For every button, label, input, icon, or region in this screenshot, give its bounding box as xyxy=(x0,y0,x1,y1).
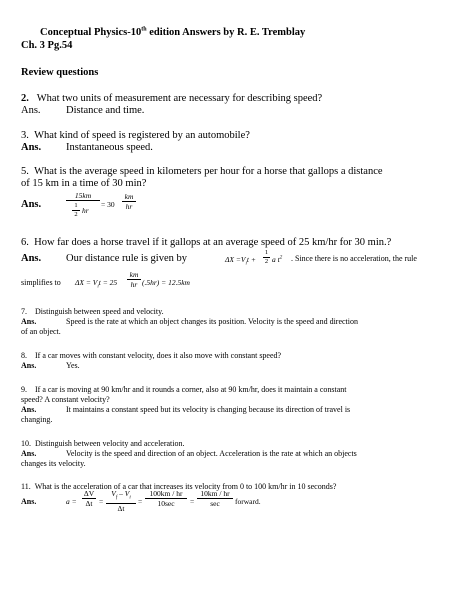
question-text-line-2: speed? A constant velocity? xyxy=(21,395,110,404)
accel-equals-2: = xyxy=(138,497,143,506)
answer-label: Ans. xyxy=(21,142,42,153)
answer-label: Ans. xyxy=(21,361,37,370)
title-rest: edition Answers by R. E. Tremblay xyxy=(146,27,306,38)
document-title xyxy=(40,27,305,39)
question-number: 8. xyxy=(21,351,27,360)
question-text: Distinguish between speed and velocity. xyxy=(35,307,164,316)
f4-denominator: sec xyxy=(210,499,220,508)
eq2-numerator: km xyxy=(129,270,139,279)
question-7 xyxy=(21,307,164,317)
speed-equals: = 30 xyxy=(101,200,115,209)
half-den: 2 xyxy=(74,211,78,218)
rule-subscript: i xyxy=(245,261,247,267)
fraction-numerator: 15km xyxy=(74,191,92,200)
accel-fraction-2 xyxy=(106,489,136,513)
answer-text: Our distance rule is given by xyxy=(66,253,188,264)
half-num: 1 xyxy=(74,202,78,209)
question-text: If a car moves with constant velocity, does it also move with constant speed? xyxy=(35,351,282,360)
answer-text-line-2: of an object. xyxy=(21,327,61,336)
question-number: 3. xyxy=(21,130,29,141)
half-hour xyxy=(72,202,80,219)
answer-text: It maintains a constant speed but its velocity is changing because its direction of travel is xyxy=(66,405,351,414)
answer-text: Distance and time. xyxy=(66,105,145,116)
question-number: 7. xyxy=(21,307,27,316)
question-8 xyxy=(21,351,281,361)
rule-t: t + xyxy=(246,255,256,264)
answer-text-line-2: changes its velocity. xyxy=(21,459,86,468)
question-number: 5. xyxy=(21,166,29,177)
accel-equals-1: = xyxy=(99,497,104,506)
f4-numerator: 10km / hr xyxy=(200,489,230,498)
simplified-equation xyxy=(75,278,117,292)
question-text: How far does a horse travel if it gallops at an average speed of 25 km/hr for 30 min.? xyxy=(34,237,392,248)
question-number: 9. xyxy=(21,385,27,394)
question-number: 11. xyxy=(21,482,31,491)
speed-fraction xyxy=(66,191,100,223)
question-number: 10. xyxy=(21,439,31,448)
accel-direction: forward. xyxy=(235,497,261,506)
answer-text-line-2: changing. xyxy=(21,415,53,424)
f2-minus: – V xyxy=(117,489,130,498)
question-text: What is the acceleration of a car that increases its velocity from 0 to 100 km/hr in 10 seconds? xyxy=(34,482,337,491)
unit-numerator: km xyxy=(124,192,134,201)
chapter-label: Ch. 3 Pg.54 xyxy=(21,40,73,51)
accel-a: a = xyxy=(66,497,77,506)
answer-text: Instantaneous speed. xyxy=(66,142,153,153)
f3-denominator: 10sec xyxy=(157,499,175,508)
answer-label: Ans. xyxy=(21,497,37,506)
question-10 xyxy=(21,439,185,449)
title-superscript: th xyxy=(141,26,147,33)
question-2 xyxy=(21,93,322,105)
eq2-denominator: hr xyxy=(130,280,138,289)
answer-label: Ans. xyxy=(21,449,37,458)
f2-denominator: Δt xyxy=(117,503,125,513)
f3-numerator: 100km / hr xyxy=(149,489,183,498)
title-main: Conceptual Physics-10 xyxy=(40,27,142,38)
answer-text: Yes. xyxy=(66,361,80,370)
answer-text: Velocity is the speed and direction of an object. Acceleration is the rate at which an objects xyxy=(66,449,357,458)
question-number: 2. xyxy=(21,93,29,104)
answer-text: Speed is the rate at which an object changes its position. Velocity is the speed and direction xyxy=(66,317,358,326)
question-5 xyxy=(21,166,383,178)
fraction-denominator xyxy=(66,201,100,223)
speed-unit-fraction xyxy=(122,192,136,211)
rule-square: 2 xyxy=(279,255,283,261)
accel-fraction-3 xyxy=(145,489,187,508)
answer-label: Ans. xyxy=(21,317,37,326)
eq2-end: (.5hr) = 12.5km xyxy=(142,278,190,287)
hour-unit: hr xyxy=(82,206,89,215)
answer-label: Ans. xyxy=(21,405,37,414)
f2-numerator xyxy=(106,489,136,503)
rule-at: a t xyxy=(272,255,280,264)
f2-vf: V xyxy=(111,489,116,498)
question-3 xyxy=(21,130,250,142)
eq2-left: ΔX = V xyxy=(75,278,98,287)
question-text: Distinguish between velocity and acceleration. xyxy=(35,439,185,448)
accel-fraction-4 xyxy=(197,489,233,508)
f1-numerator: ΔV xyxy=(83,489,95,498)
eq2-subscript: i xyxy=(97,284,99,290)
f1-denominator: Δt xyxy=(85,499,93,508)
question-text: What is the average speed in kilometers per hour for a horse that gallops a distance xyxy=(34,166,383,177)
question-text: If a car is moving at 90 km/hr and it rounds a corner, also at 90 km/hr, does it maintain a constant xyxy=(35,385,347,394)
half-denominator: 2 xyxy=(264,258,269,265)
half-numerator: 1 xyxy=(264,249,269,256)
question-text: What two units of measurement are necessary for describing speed? xyxy=(36,93,323,104)
distance-rule-equation xyxy=(225,255,256,269)
rule-part: ΔX =V xyxy=(225,255,246,264)
answer-label: Ans. xyxy=(21,105,41,116)
f2-sub-i: i xyxy=(129,495,131,501)
answer-label: Ans. xyxy=(21,253,42,264)
answer-label: Ans. xyxy=(21,199,42,210)
f2-sub-f: f xyxy=(115,495,118,501)
question-text-line-2: of 15 km in a time of 30 min? xyxy=(21,178,147,189)
accel-fraction-1 xyxy=(82,489,96,508)
rule-end xyxy=(272,255,282,264)
half-fraction xyxy=(263,249,270,266)
question-6 xyxy=(21,237,391,249)
eq2-unit-fraction xyxy=(127,270,141,289)
question-9 xyxy=(21,385,347,395)
question-text: What kind of speed is registered by an automobile? xyxy=(34,130,250,141)
question-number: 6. xyxy=(21,237,29,248)
simplifies-label: simplifies to xyxy=(21,278,61,287)
answer-text-continued: . Since there is no acceleration, the rule xyxy=(291,254,417,263)
section-title: Review questions xyxy=(21,67,99,78)
unit-denominator: hr xyxy=(125,202,133,211)
eq2-mid: t = 25 xyxy=(98,278,118,287)
accel-equals-3: = xyxy=(190,497,195,506)
